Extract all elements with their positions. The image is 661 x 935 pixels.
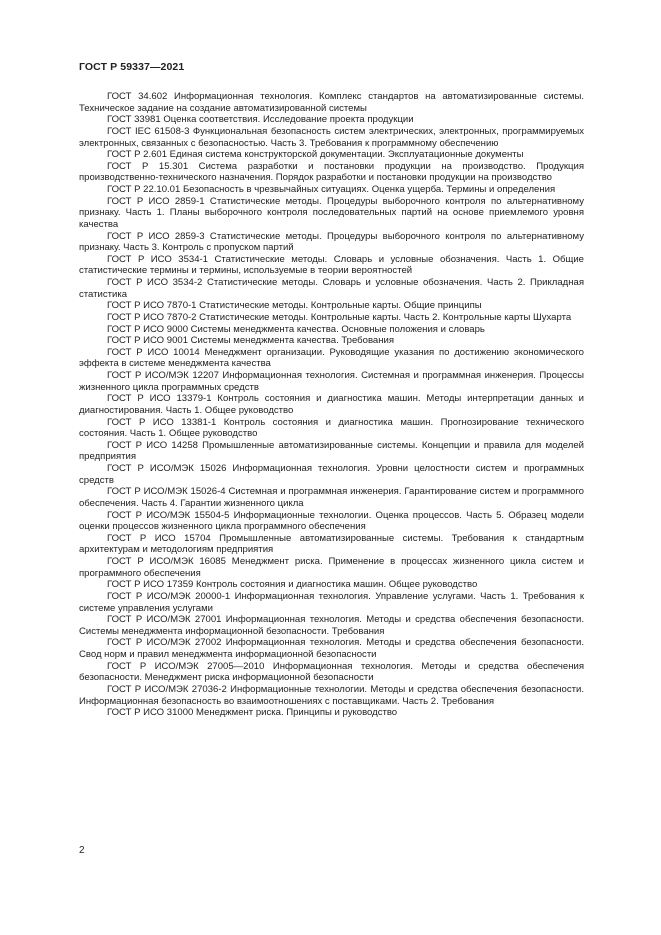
reference-item: ГОСТ Р ИСО 9000 Системы менеджмента качества. Основные положения и словарь [107,323,485,335]
reference-item: ГОСТ Р ИСО/МЭК 27001 Информационная технология. Методы и средства обеспечения безопасности. Системы менеджмента информационной безопасности. Требования [79,614,584,637]
reference-item: ГОСТ Р ИСО 3534-2 Статистические методы. Словарь и условные обозначения. Часть 2. Прикладная статистика [79,277,584,300]
reference-item: ГОСТ 34.602 Информационная технология. Комплекс стандартов на автоматизированные системы. Техническое задание на создание автоматизированной системы [79,91,584,114]
reference-item: ГОСТ Р ИСО/МЭК 27005—2010 Информационная технология. Методы и средства обеспечения безопасности. Менеджмент риска информационной безопасности [79,660,584,684]
document-id: ГОСТ Р 59337—2021 [79,61,185,73]
page-number: 2 [79,845,85,856]
reference-item: ГОСТ Р ИСО 17359 Контроль состояния и диагностика машин. Общее руководство [107,579,478,591]
reference-item: ГОСТ IEC 61508-3 Функциональная безопасность систем электрических, электронных, программируемых электронных, связанных с безопасностью. Часть 3. Требования к программному обеспечению [79,125,584,149]
reference-item: ГОСТ Р ИСО 7870-2 Статистические методы. Контрольные карты. Часть 2. Контрольные карты Шухарта [107,311,572,323]
reference-item: ГОСТ Р ИСО 13379-1 Контроль состояния и диагностика машин. Методы интерпретации данных и диагностирования. Часть 1. Общее руководство [79,393,584,416]
reference-item: ГОСТ Р ИСО/МЭК 15504-5 Информационные технологии. Оценка процессов. Часть 5. Образец модели оценки процессов жизненного цикла программного обеспечения [79,509,584,533]
reference-item: ГОСТ Р ИСО/МЭК 12207 Информационная технология. Системная и программная инженерия. Процессы жизненного цикла программных средств [79,370,584,393]
reference-item: ГОСТ Р 22.10.01 Безопасность в чрезвычайных ситуациях. Оценка ущерба. Термины и определения [107,184,556,195]
reference-item: ГОСТ Р ИСО 2859-1 Статистические методы. Процедуры выборочного контроля по альтернативному признаку. Часть 1. Планы выборочного контроля последовательных партий на основе приемлемого уровня качества [79,195,584,230]
reference-item: ГОСТ Р ИСО 9001 Системы менеджмента качества. Требования [107,335,395,347]
reference-item: ГОСТ Р ИСО 2859-3 Статистические методы. Процедуры выборочного контроля по альтернативному признаку. Часть 3. Контроль с пропуском партий [79,230,584,254]
reference-item: ГОСТ Р 15.301 Система разработки и постановки продукции на производство. Продукция производственно-технического назначения. Порядок разработки и постановки продукции на производство [79,160,584,184]
reference-item: ГОСТ Р ИСО 7870-1 Статистические методы. Контрольные карты. Общие принципы [107,300,482,312]
reference-item: ГОСТ Р ИСО 15704 Промышленные автоматизированные системы. Требования к стандартным архитектурам и методологиям предприятия [79,532,584,556]
reference-item: ГОСТ 33981 Оценка соответствия. Исследование проекта продукции [107,114,414,126]
reference-item: ГОСТ Р ИСО 10014 Менеджмент организации. Руководящие указания по достижению экономического эффекта в системе менеджмента качества [79,346,584,370]
references-list [79,91,584,719]
reference-item: ГОСТ Р ИСО/МЭК 27036-2 Информационные технологии. Методы и средства обеспечения безопасности. Информационная безопасность во взаимоотношениях с поставщиками. Часть 2. Требования [79,683,584,707]
reference-item: ГОСТ Р ИСО 13381-1 Контроль состояния и диагностика машин. Прогнозирование технического состояния. Часть 1. Общее руководство [79,416,584,440]
reference-item: ГОСТ Р ИСО 14258 Промышленные автоматизированные системы. Концепции и правила для моделей предприятия [79,439,584,463]
reference-item: ГОСТ Р ИСО/МЭК 15026 Информационная технология. Уровни целостности систем и программных средств [79,463,584,486]
reference-item: ГОСТ Р ИСО 31000 Менеджмент риска. Принципы и руководство [107,707,398,719]
reference-item: ГОСТ Р ИСО 3534-1 Статистические методы. Словарь и условные обозначения. Часть 1. Общие статистические термины и термины, используемые в теории вероятностей [79,253,584,277]
reference-item: ГОСТ Р ИСО/МЭК 15026-4 Системная и программная инженерия. Гарантирование систем и программного обеспечения. Часть 4. Гарантии жизненного цикла [79,486,584,509]
reference-item: ГОСТ Р 2.601 Единая система конструкторской документации. Эксплуатационные документы [107,149,524,161]
reference-item: ГОСТ Р ИСО/МЭК 27002 Информационная технология. Методы и средства обеспечения безопасности. Свод норм и правил менеджмента информационной безопасности [79,637,584,660]
reference-item: ГОСТ Р ИСО/МЭК 20000-1 Информационная технология. Управление услугами. Часть 1. Требования к системе управления услугами [79,590,584,614]
reference-item: ГОСТ Р ИСО/МЭК 16085 Менеджмент риска. Применение в процессах жизненного цикла систем и программного обеспечения [79,556,584,579]
